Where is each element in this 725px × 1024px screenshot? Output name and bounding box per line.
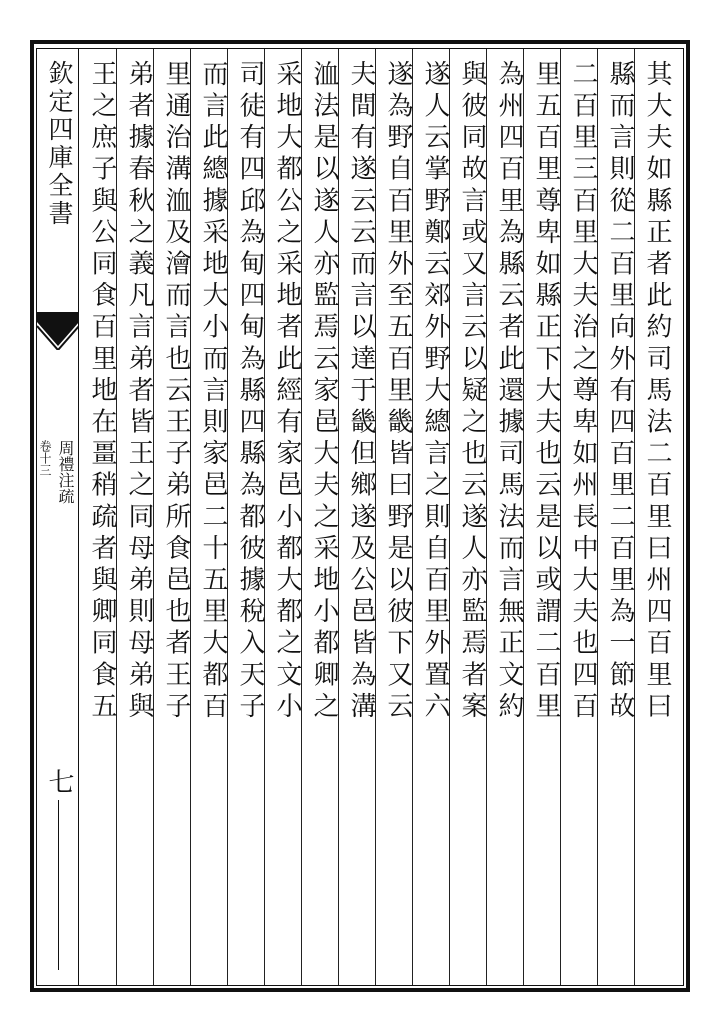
- text-column: 王之庶子與公同食百里地在畺稍疏者與卿同食五: [87, 60, 117, 724]
- text-column: 弟者據春秋之義凡言弟者皆王之同母弟則母弟與: [124, 60, 154, 724]
- text-column: 二百里三百里大夫治之尊卑如州長中大夫也四百: [568, 60, 598, 724]
- text-column: 里通治溝洫及澮而言也云王子弟所食邑也者王子: [161, 60, 191, 724]
- text-column: 為州四百里為縣云者此還據司馬法而言無正文約: [494, 60, 524, 724]
- text-column: 里五百里尊卑如縣正下大夫也云是以或謂二百里: [531, 60, 561, 724]
- text-column: 與彼同故言或又言云以疑之也云遂人亦監焉者案: [457, 60, 487, 724]
- text-column: 而言此總據采地大小而言則家邑二十五里大都百: [198, 60, 228, 724]
- text-column: 其大夫如縣正者此約司馬法二百里曰州四百里曰: [642, 60, 672, 724]
- fishtail-mark-icon: [37, 312, 79, 350]
- text-column: 采地大都公之采地者此經有家邑小都大都之文小: [272, 60, 302, 724]
- text-column: 洫法是以遂人亦監焉云家邑大夫之采地小都卿之: [309, 60, 339, 724]
- book-title: 欽定四庫全書: [45, 60, 74, 228]
- page-number: 七: [44, 768, 74, 794]
- text-column: 遂為野自百里外至五百里畿皆曰野是以彼下又云: [383, 60, 413, 724]
- text-column: 司徒有四邱為甸四甸為縣四縣為都彼據稅入天子: [235, 60, 265, 724]
- text-column: 夫間有遂云云而言以達于畿但鄉遂及公邑皆為溝: [346, 60, 376, 724]
- volume-number: 卷十三: [38, 440, 52, 476]
- text-column: 遂人云掌野鄭云郊外野大總言之則自百里外置六: [420, 60, 450, 724]
- volume-name: 周禮注疏: [56, 440, 75, 504]
- margin-rule: [58, 800, 59, 970]
- text-column: 縣而言則從二百里向外有四百里二百里為一節故: [605, 60, 635, 724]
